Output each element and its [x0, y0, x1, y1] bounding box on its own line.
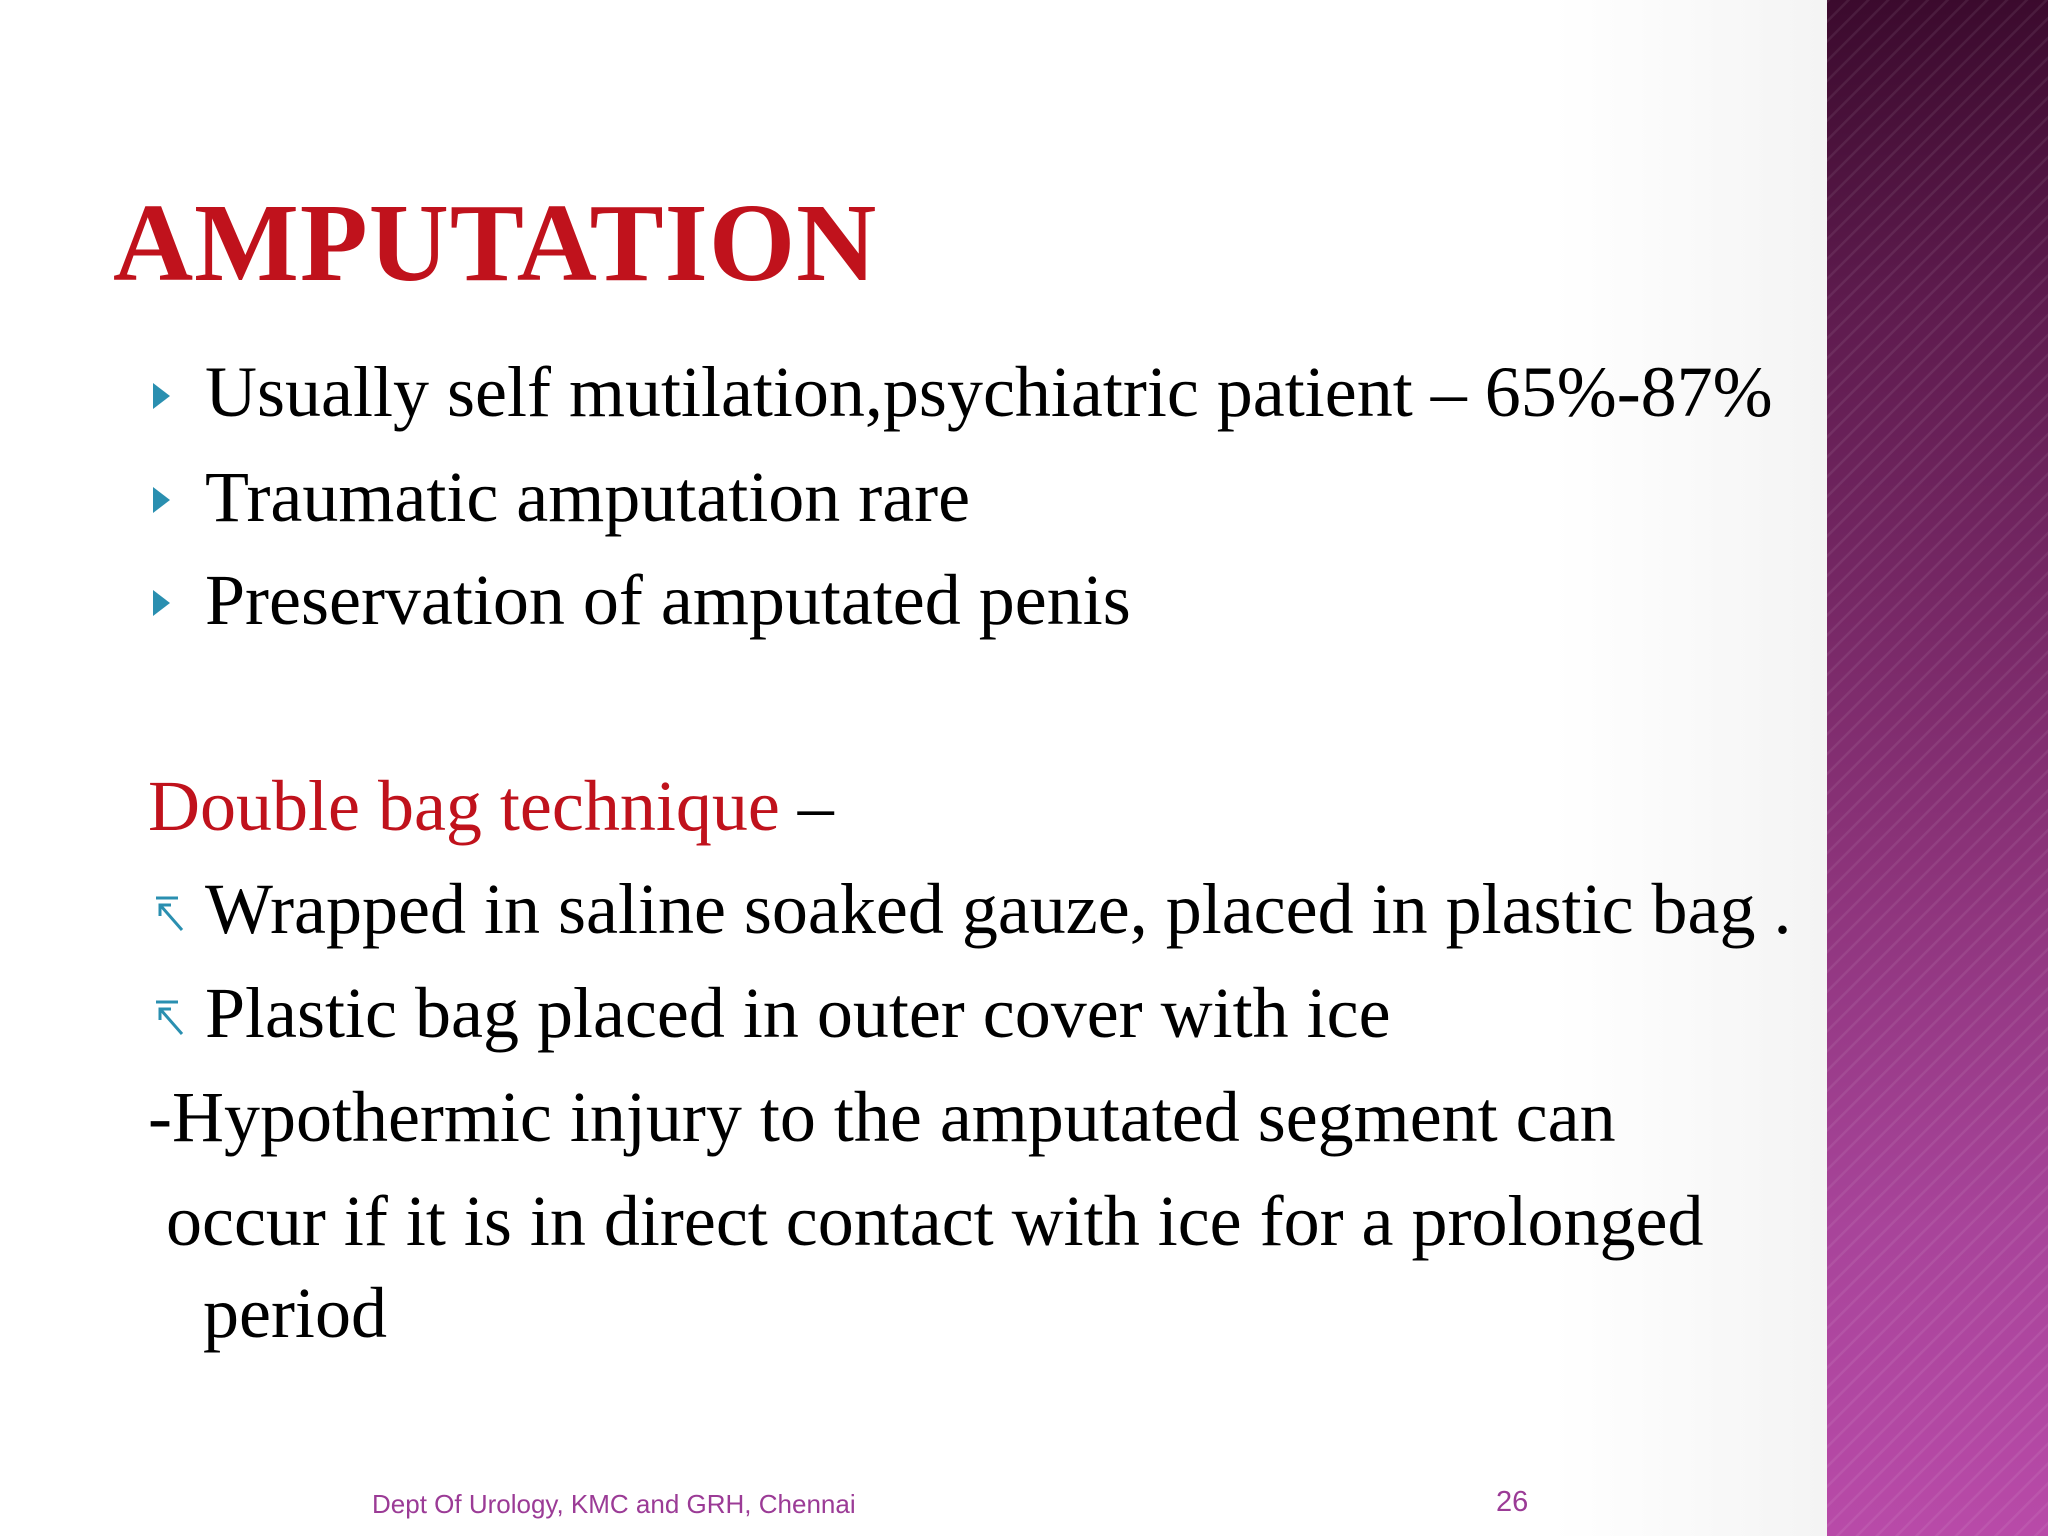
triangle-right-icon	[153, 590, 170, 616]
technique-heading-line	[148, 766, 834, 846]
note-line: -Hypothermic injury to the amputated segment can	[148, 1077, 1616, 1157]
technique-step: Plastic bag placed in outer cover with ice	[205, 973, 1391, 1053]
technique-step: Wrapped in saline soaked gauze, placed in plastic bag .	[205, 869, 1792, 949]
technique-heading: Double bag technique	[148, 766, 780, 846]
slide-title: AMPUTATION	[113, 182, 878, 305]
triangle-right-icon	[153, 383, 170, 409]
decorative-side-band	[1827, 0, 2048, 1536]
technique-dash: –	[779, 766, 834, 846]
bullet-item: Traumatic amputation rare	[205, 457, 971, 537]
arrow-up-left-icon	[152, 894, 188, 934]
page-number: 26	[1496, 1486, 1529, 1518]
diagonal-stripes	[1827, 0, 2048, 1536]
footer-department: Dept Of Urology, KMC and GRH, Chennai	[372, 1489, 856, 1519]
arrow-up-left-icon	[152, 998, 188, 1038]
triangle-right-icon	[153, 487, 170, 513]
note-line: occur if it is in direct contact with ice for a prolonged	[148, 1181, 1704, 1261]
bullet-item: Preservation of amputated penis	[205, 560, 1131, 640]
bullet-item: Usually self mutilation,psychiatric patient – 65%-87%	[205, 352, 1773, 432]
note-line: period	[203, 1273, 387, 1353]
